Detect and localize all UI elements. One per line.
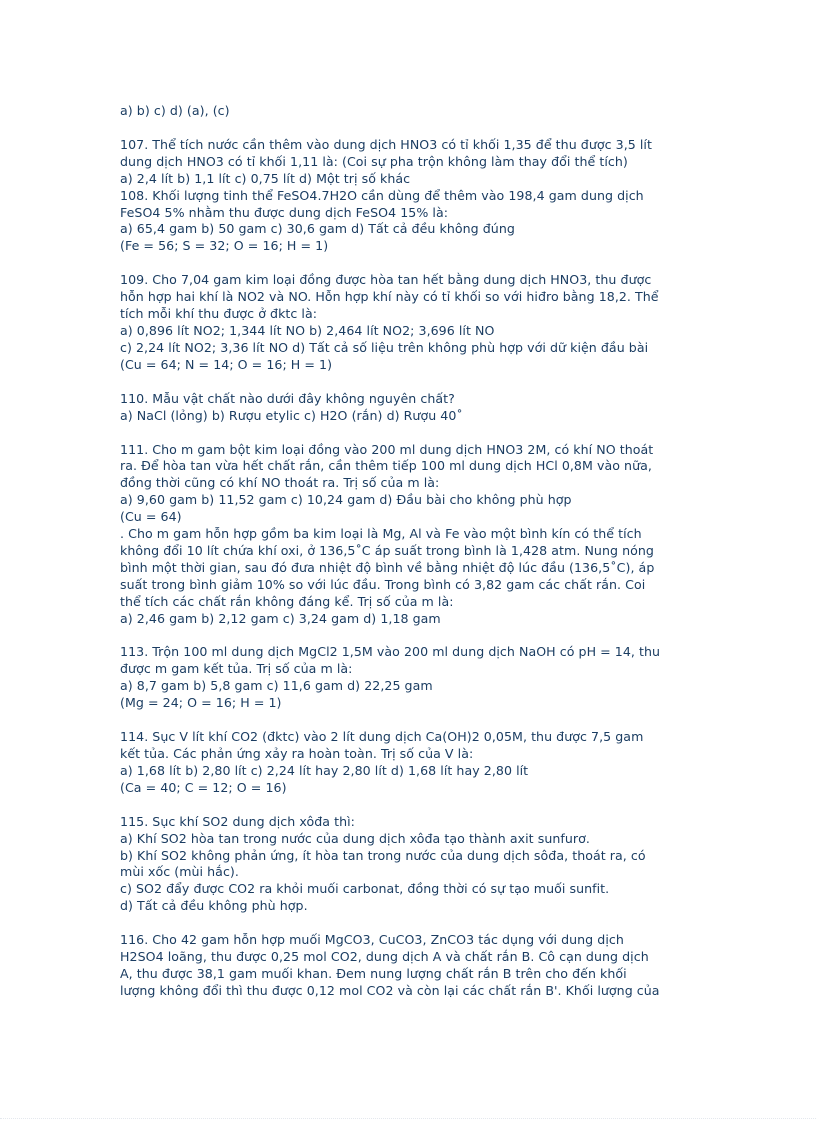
text-line: được m gam kết tủa. Trị số của m là: (120, 661, 353, 677)
text-line: 116. Cho 42 gam hỗn hợp muối MgCO3, CuCO3, ZnCO3 tác dụng với dung dịch (120, 932, 624, 948)
paragraph-gap (120, 797, 710, 814)
text-line: (Cu = 64; N = 14; O = 16; H = 1) (120, 356, 333, 372)
text-line: a) 8,7 gam b) 5,8 gam c) 11,6 gam d) 22,25 gam (120, 678, 433, 694)
text-line: ra. Để hòa tan vừa hết chất rắn, cần thêm tiếp 100 ml dung dịch HCl 0,8M vào nữa, (120, 458, 652, 474)
question-block (120, 137, 710, 255)
text-line: 113. Trộn 100 ml dung dịch MgCl2 1,5M vào 200 ml dung dịch NaOH có pH = 14, thu (120, 644, 661, 660)
text-line: 109. Cho 7,04 gam kim loại đồng được hòa tan hết bằng dung dịch HNO3, thu được (120, 272, 652, 288)
page-bottom-rule (0, 1118, 816, 1120)
text-line: a) NaCl (lỏng) b) Rượu etylic c) H2O (rắn) d) Rượu 40˚ (120, 407, 463, 423)
text-line: tích mỗi khí thu được ở đktc là: (120, 306, 318, 322)
question-block (120, 272, 710, 373)
question-block (120, 932, 710, 1000)
text-line: 110. Mẫu vật chất nào dưới đây không nguyên chất? (120, 390, 455, 406)
text-line: a) Khí SO2 hòa tan trong nước của dung dịch xôđa tạo thành axit sunfurơ. (120, 830, 590, 846)
text-line: FeSO4 5% nhằm thu được dung dịch FeSO4 15% là: (120, 204, 449, 220)
paragraph-gap (120, 712, 710, 729)
text-line: a) 2,4 lít b) 1,1 lít c) 0,75 lít d) Một trị số khác (120, 170, 411, 186)
text-line: c) 2,24 lít NO2; 3,36 lít NO d) Tất cả số liệu trên không phù hợp với dữ kiện đầu bài (120, 339, 649, 355)
question-block (120, 729, 710, 797)
text-line: a) b) c) d) (a), (c) (120, 103, 230, 118)
text-line: suất trong bình giảm 10% so với lúc đầu. Trong bình có 3,82 gam các chất rắn. Coi (120, 576, 646, 592)
paragraph-gap (120, 255, 710, 272)
text-line: thể tích các chất rắn không đáng kể. Trị số của m là: (120, 593, 454, 609)
text-line: 108. Khối lượng tinh thể FeSO4.7H2O cần dùng để thêm vào 198,4 gam dung dịch (120, 187, 644, 203)
document-page (120, 103, 710, 1000)
text-line: (Ca = 40; C = 12; O = 16) (120, 779, 287, 795)
text-line: . Cho m gam hỗn hợp gồm ba kim loại là Mg, Al và Fe vào một bình kín có thể tích (120, 526, 642, 542)
paragraph-gap (120, 374, 710, 391)
text-line: dung dịch HNO3 có tỉ khối 1,11 là: (Coi sự pha trộn không làm thay đổi thể tích) (120, 153, 628, 169)
paragraph-gap (120, 120, 710, 137)
question-block (120, 103, 710, 120)
text-line: (Mg = 24; O = 16; H = 1) (120, 695, 282, 711)
text-line: a) 9,60 gam b) 11,52 gam c) 10,24 gam d) Đầu bài cho không phù hợp (120, 492, 572, 508)
text-line: b) Khí SO2 không phản ứng, ít hòa tan trong nước của dung dịch sôđa, thoát ra, có (120, 847, 646, 863)
question-block (120, 814, 710, 915)
text-line: a) 1,68 lít b) 2,80 lít c) 2,24 lít hay 2,80 lít d) 1,68 lít hay 2,80 lít (120, 762, 529, 778)
question-block (120, 391, 710, 425)
text-line: kết tủa. Các phản ứng xảy ra hoàn toàn. Trị số của V là: (120, 746, 474, 761)
text-line: a) 2,46 gam b) 2,12 gam c) 3,24 gam d) 1,18 gam (120, 610, 441, 626)
text-line: d) Tất cả đều không phù hợp. (120, 898, 308, 914)
text-line: không đổi 10 lít chứa khí oxi, ở 136,5˚C áp suất trong bình là 1,428 atm. Nung nóng (120, 542, 654, 558)
paragraph-gap (120, 915, 710, 932)
text-line: (Cu = 64) (120, 509, 182, 525)
text-line: bình một thời gian, sau đó đưa nhiệt độ bình về bằng nhiệt độ lúc đầu (136,5˚C), áp (120, 559, 655, 575)
text-line: 114. Sục V lít khí CO2 (đktc) vào 2 lít dung dịch Ca(OH)2 0,05M, thu được 7,5 gam (120, 729, 644, 745)
text-line: đồng thời cũng có khí NO thoát ra. Trị số của m là: (120, 475, 440, 491)
text-line: (Fe = 56; S = 32; O = 16; H = 1) (120, 238, 329, 254)
text-line: lượng không đổi thì thu được 0,12 mol CO2 và còn lại các chất rắn B'. Khối lượng của (120, 982, 660, 998)
text-line: 107. Thể tích nước cần thêm vào dung dịch HNO3 có tỉ khối 1,35 để thu được 3,5 lít (120, 136, 652, 152)
text-line: a) 65,4 gam b) 50 gam c) 30,6 gam d) Tất cả đều không đúng (120, 221, 515, 237)
paragraph-gap (120, 627, 710, 644)
question-block (120, 644, 710, 712)
text-line: 111. Cho m gam bột kim loại đồng vào 200 ml dung dịch HNO3 2M, có khí NO thoát (120, 441, 654, 457)
text-line: A, thu được 38,1 gam muối khan. Đem nung lượng chất rắn B trên cho đến khối (120, 965, 627, 981)
question-block (120, 442, 710, 628)
text-line: a) 0,896 lít NO2; 1,344 lít NO b) 2,464 lít NO2; 3,696 lít NO (120, 322, 495, 338)
text-line: 115. Sục khí SO2 dung dịch xôđa thì: (120, 813, 355, 829)
text-line: hỗn hợp hai khí là NO2 và NO. Hỗn hợp khí này có tỉ khối so với hiđro bằng 18,2. Thể (120, 289, 659, 305)
text-line: mùi xốc (mùi hắc). (120, 864, 239, 880)
paragraph-gap (120, 425, 710, 442)
text-line: c) SO2 đẩy được CO2 ra khỏi muối carbonat, đồng thời có sự tạo muối sunfit. (120, 881, 610, 897)
text-line: H2SO4 loãng, thu được 0,25 mol CO2, dung dịch A và chất rắn B. Cô cạn dung dịch (120, 949, 649, 965)
